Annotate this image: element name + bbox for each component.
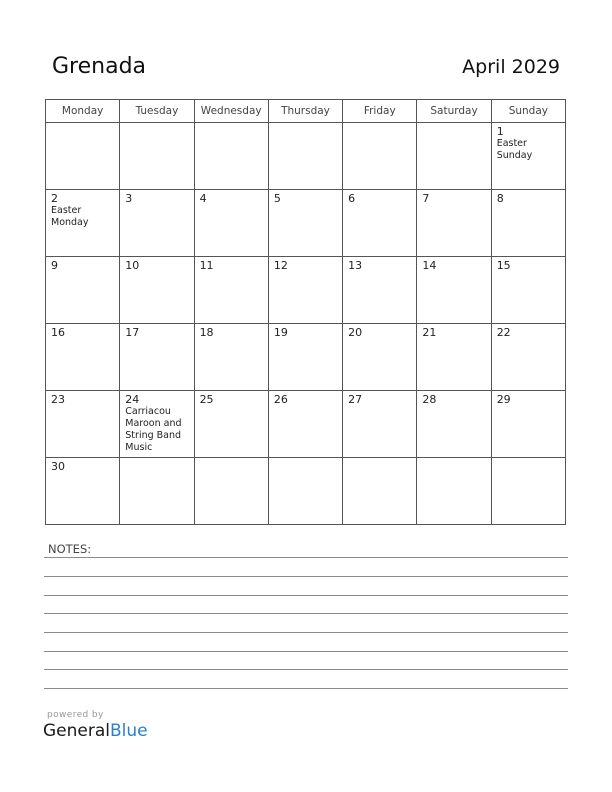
calendar-day-cell[interactable]: [491, 123, 565, 190]
calendar-day-cell[interactable]: [46, 324, 120, 391]
country-title: Grenada: [52, 54, 147, 79]
calendar-day-cell[interactable]: [268, 190, 342, 257]
day-number: 22: [496, 326, 511, 339]
day-number: 9: [51, 259, 58, 272]
calendar-day-cell[interactable]: [268, 391, 342, 458]
calendar-day-cell[interactable]: [194, 324, 268, 391]
calendar-day-cell[interactable]: [343, 123, 417, 190]
day-number: 24: [125, 393, 140, 406]
day-number: 15: [496, 259, 511, 272]
note-line: [44, 688, 568, 689]
weekday-monday: Monday: [46, 100, 120, 123]
calendar-day-cell[interactable]: [268, 123, 342, 190]
day-number: 17: [125, 326, 140, 339]
note-line: [44, 595, 568, 596]
day-number: 29: [496, 393, 511, 406]
weekday-wednesday: Wednesday: [194, 100, 268, 123]
day-number: 16: [51, 326, 65, 339]
calendar-week-row: [46, 458, 566, 525]
weekday-sunday: Sunday: [491, 100, 565, 123]
day-number: 23: [51, 393, 65, 406]
calendar-day-cell[interactable]: [194, 190, 268, 257]
calendar-day-cell[interactable]: [417, 190, 491, 257]
calendar-day-cell[interactable]: [194, 257, 268, 324]
calendar-day-cell[interactable]: [417, 458, 491, 525]
calendar-day-cell[interactable]: [491, 257, 565, 324]
calendar-week-row: [46, 324, 566, 391]
calendar-day-cell[interactable]: [120, 324, 194, 391]
calendar-day-cell[interactable]: [46, 257, 120, 324]
day-number: 30: [51, 460, 65, 473]
holiday-label: Easter Sunday: [496, 138, 533, 161]
day-number: 25: [199, 393, 214, 406]
day-number: 27: [348, 393, 363, 406]
calendar-day-cell[interactable]: [343, 257, 417, 324]
calendar-day-cell[interactable]: [120, 391, 194, 458]
day-number: 7: [422, 192, 430, 205]
day-number: 6: [348, 192, 356, 205]
calendar-day-cell[interactable]: [46, 123, 120, 190]
calendar-day-cell[interactable]: [46, 458, 120, 525]
weekday-friday: Friday: [343, 100, 417, 123]
weekday-saturday: Saturday: [417, 100, 491, 123]
calendar-day-cell[interactable]: [268, 257, 342, 324]
note-line: [44, 669, 568, 670]
calendar-day-cell[interactable]: [417, 257, 491, 324]
calendar-day-cell[interactable]: [491, 324, 565, 391]
day-number: 18: [199, 326, 214, 339]
calendar-day-cell[interactable]: [194, 391, 268, 458]
day-number: 3: [125, 192, 133, 205]
calendar-grid: [45, 99, 566, 525]
calendar-day-cell[interactable]: [491, 391, 565, 458]
day-number: 1: [496, 125, 504, 138]
calendar-day-cell[interactable]: [268, 458, 342, 525]
calendar-day-cell[interactable]: [268, 324, 342, 391]
calendar-day-cell[interactable]: [120, 257, 194, 324]
calendar-day-cell[interactable]: [194, 458, 268, 525]
holiday-label: Easter Monday: [51, 205, 89, 228]
calendar-day-cell[interactable]: [417, 391, 491, 458]
calendar-day-cell[interactable]: [46, 391, 120, 458]
calendar-week-row: [46, 257, 566, 324]
calendar-day-cell[interactable]: [120, 458, 194, 525]
logo-blue: Blue: [110, 721, 148, 741]
calendar-day-cell[interactable]: [343, 324, 417, 391]
weekday-tuesday: Tuesday: [120, 100, 194, 123]
note-line: [44, 576, 568, 577]
day-number: 10: [125, 259, 140, 272]
generalblue-logo[interactable]: [43, 721, 148, 741]
day-number: 14: [422, 259, 437, 272]
note-line: [44, 613, 568, 614]
day-number: 8: [496, 192, 504, 205]
logo-general: General: [43, 721, 110, 741]
day-number: 2: [51, 192, 58, 205]
day-number: 11: [199, 259, 214, 272]
note-line: [44, 632, 568, 633]
calendar-day-cell[interactable]: [417, 123, 491, 190]
month-title: April 2029: [462, 56, 560, 78]
day-number: 20: [348, 326, 363, 339]
day-number: 5: [273, 192, 281, 205]
calendar-day-cell[interactable]: [343, 190, 417, 257]
calendar-day-cell[interactable]: [343, 458, 417, 525]
calendar-week-row: [46, 190, 566, 257]
day-number: 28: [422, 393, 437, 406]
day-number: 21: [422, 326, 437, 339]
calendar-day-cell[interactable]: [194, 123, 268, 190]
note-line: [44, 651, 568, 652]
day-number: 19: [273, 326, 288, 339]
calendar-day-cell[interactable]: [46, 190, 120, 257]
calendar-day-cell[interactable]: [491, 458, 565, 525]
weekday-header-row: [46, 100, 566, 123]
day-number: 12: [273, 259, 288, 272]
day-number: 4: [199, 192, 207, 205]
calendar-day-cell[interactable]: [120, 123, 194, 190]
calendar-week-row: [46, 123, 566, 190]
calendar-day-cell[interactable]: [491, 190, 565, 257]
calendar-day-cell[interactable]: [120, 190, 194, 257]
holiday-label: Carriacou Maroon and String Band Music: [125, 406, 182, 453]
calendar-day-cell[interactable]: [417, 324, 491, 391]
powered-by-text: powered by: [47, 710, 104, 720]
calendar-day-cell[interactable]: [343, 391, 417, 458]
calendar-week-row: [46, 391, 566, 458]
day-number: 13: [348, 259, 363, 272]
weekday-thursday: Thursday: [268, 100, 342, 123]
notes-label: NOTES:: [48, 542, 92, 556]
note-line: [44, 557, 568, 558]
day-number: 26: [273, 393, 288, 406]
